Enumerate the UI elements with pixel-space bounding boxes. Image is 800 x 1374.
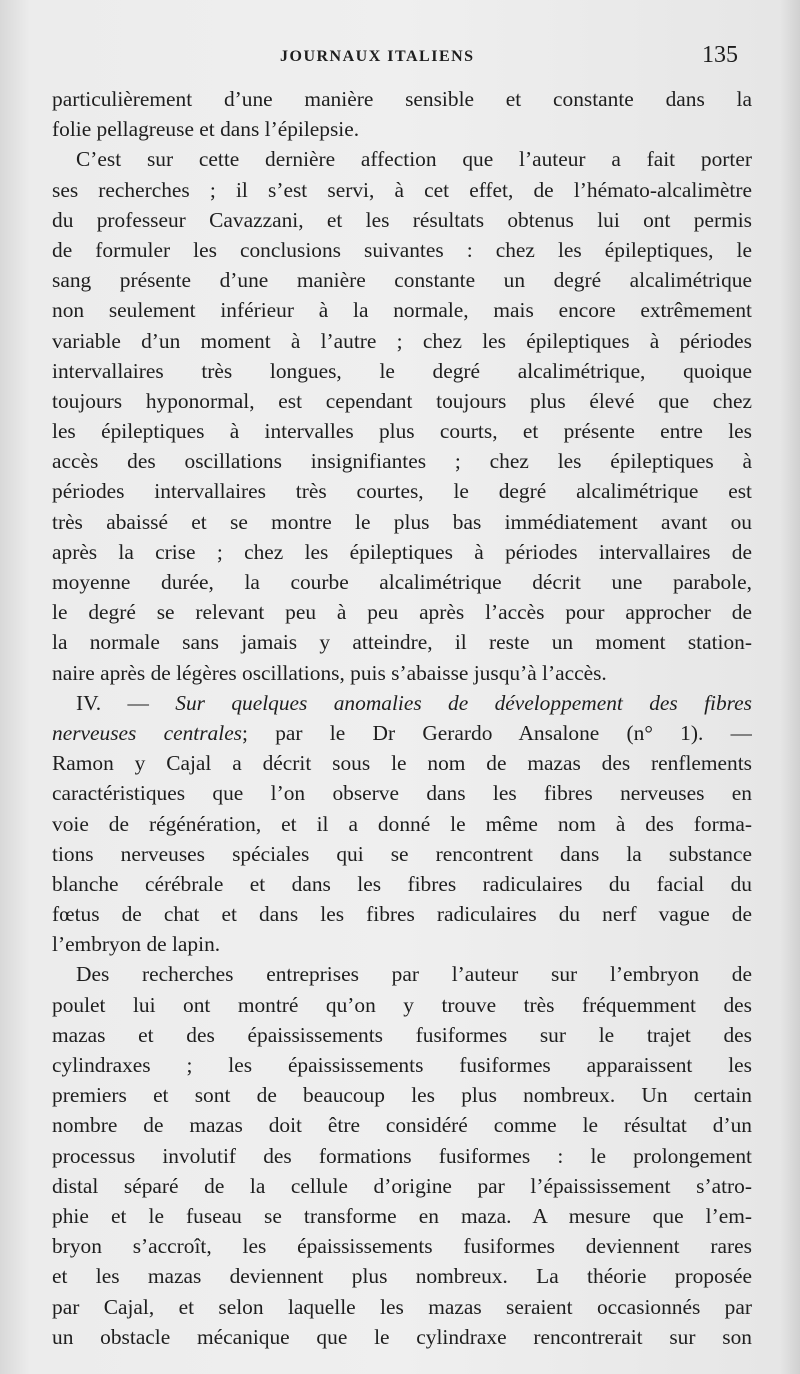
text-line: C’est sur cette dernière affection que l’auteur a fait porter	[76, 147, 752, 172]
text-line: voie de régénération, et il a donné le même nom à des forma-	[52, 811, 752, 836]
text-line: nombre de mazas doit être considéré comme le résultat d’un	[52, 1113, 752, 1138]
text-line: processus involutif des formations fusiformes : le prolongement	[52, 1143, 752, 1168]
page-header	[0, 40, 800, 80]
section-title: Sur quelques anomalies de développement des fibres	[175, 690, 752, 715]
text-line: premiers et sont de beaucoup les plus nombreux. Un certain	[52, 1083, 752, 1108]
section-author: ; par le Dr Gerardo Ansalone (n° 1). —	[242, 720, 752, 745]
section-title-continued: nerveuses centrales	[52, 720, 243, 745]
text-line: accès des oscillations insignifiantes ; chez les épileptiques à	[52, 449, 752, 474]
text-line: par Cajal, et selon laquelle les mazas seraient occasionnés par	[52, 1294, 752, 1319]
text-line: sang présente d’une manière constante un degré alcalimétrique	[52, 268, 752, 293]
text-line: particulièrement d’une manière sensible et constante dans la	[52, 87, 752, 111]
text-line: de formuler les conclusions suivantes : chez les épileptiques, le	[52, 237, 752, 262]
text-line: ses recherches ; il s’est servi, à cet effet, de l’hémato-alcalimètre	[52, 177, 752, 202]
text-line: non seulement inférieur à la normale, mais encore extrêmement	[52, 298, 752, 323]
text-line: périodes intervallaires très courtes, le degré alcalimétrique est	[52, 479, 752, 504]
text-line: intervallaires très longues, le degré alcalimétrique, quoique	[52, 358, 752, 383]
section-label: IV. —	[76, 690, 176, 715]
text-line: un obstacle mécanique que le cylindraxe rencontrerait sur son	[52, 1324, 752, 1349]
text-line: les épileptiques à intervalles plus courts, et présente entre les	[52, 419, 752, 444]
text-line: Des recherches entreprises par l’auteur sur l’embryon de	[76, 962, 752, 987]
text-line: et les mazas deviennent plus nombreux. La théorie proposée	[52, 1264, 752, 1289]
text-line: le degré se relevant peu à peu après l’accès pour approcher de	[52, 600, 752, 625]
text-line: l’embryon de lapin.	[52, 932, 221, 957]
text-line: cylindraxes ; les épaississements fusiformes apparaissent les	[52, 1053, 752, 1077]
text-line: fœtus de chat et dans les fibres radiculaires du nerf vague de	[52, 902, 752, 927]
text-line: poulet lui ont montré qu’on y trouve très fréquemment des	[52, 992, 752, 1017]
text-line: blanche cérébrale et dans les fibres radiculaires du facial du	[52, 871, 752, 896]
text-line: phie et le fuseau se transforme en maza. A mesure que l’em-	[52, 1203, 752, 1228]
text-line: Ramon y Cajal a décrit sous le nom de mazas des renflements	[52, 751, 752, 776]
text-line: tions nerveuses spéciales qui se rencontrent dans la substance	[52, 841, 752, 866]
text-line: distal séparé de la cellule d’origine par l’épaississement s’atro-	[52, 1173, 752, 1198]
text-line: après la crise ; chez les épileptiques à périodes intervallaires de	[52, 539, 752, 564]
text-line: caractéristiques que l’on observe dans les fibres nerveuses en	[52, 781, 752, 806]
text-line: variable d’un moment à l’autre ; chez les épileptiques à périodes	[52, 328, 752, 353]
text-line: du professeur Cavazzani, et les résultats obtenus lui ont permis	[52, 207, 752, 232]
page-body	[52, 84, 752, 1352]
page-number: 135	[702, 42, 738, 68]
text-line: la normale sans jamais y atteindre, il reste un moment station-	[52, 630, 752, 655]
text-line: très abaissé et se montre le plus bas immédiatement avant ou	[52, 509, 752, 534]
section-heading-line	[52, 718, 752, 748]
text-line: bryon s’accroît, les épaississements fusiformes deviennent rares	[52, 1234, 752, 1259]
text-line: naire après de légères oscillations, puis s’abaisse jusqu’à l’accès.	[52, 660, 607, 685]
text-line: toujours hyponormal, est cependant toujours plus élevé que chez	[52, 388, 752, 413]
section-heading-line	[52, 688, 752, 718]
text-line: folie pellagreuse et dans l’épilepsie.	[52, 117, 360, 142]
running-head: JOURNAUX ITALIENS	[280, 48, 475, 65]
text-line: moyenne durée, la courbe alcalimétrique décrit une parabole,	[52, 570, 752, 594]
text-line: mazas et des épaississements fusiformes sur le trajet des	[52, 1022, 752, 1047]
